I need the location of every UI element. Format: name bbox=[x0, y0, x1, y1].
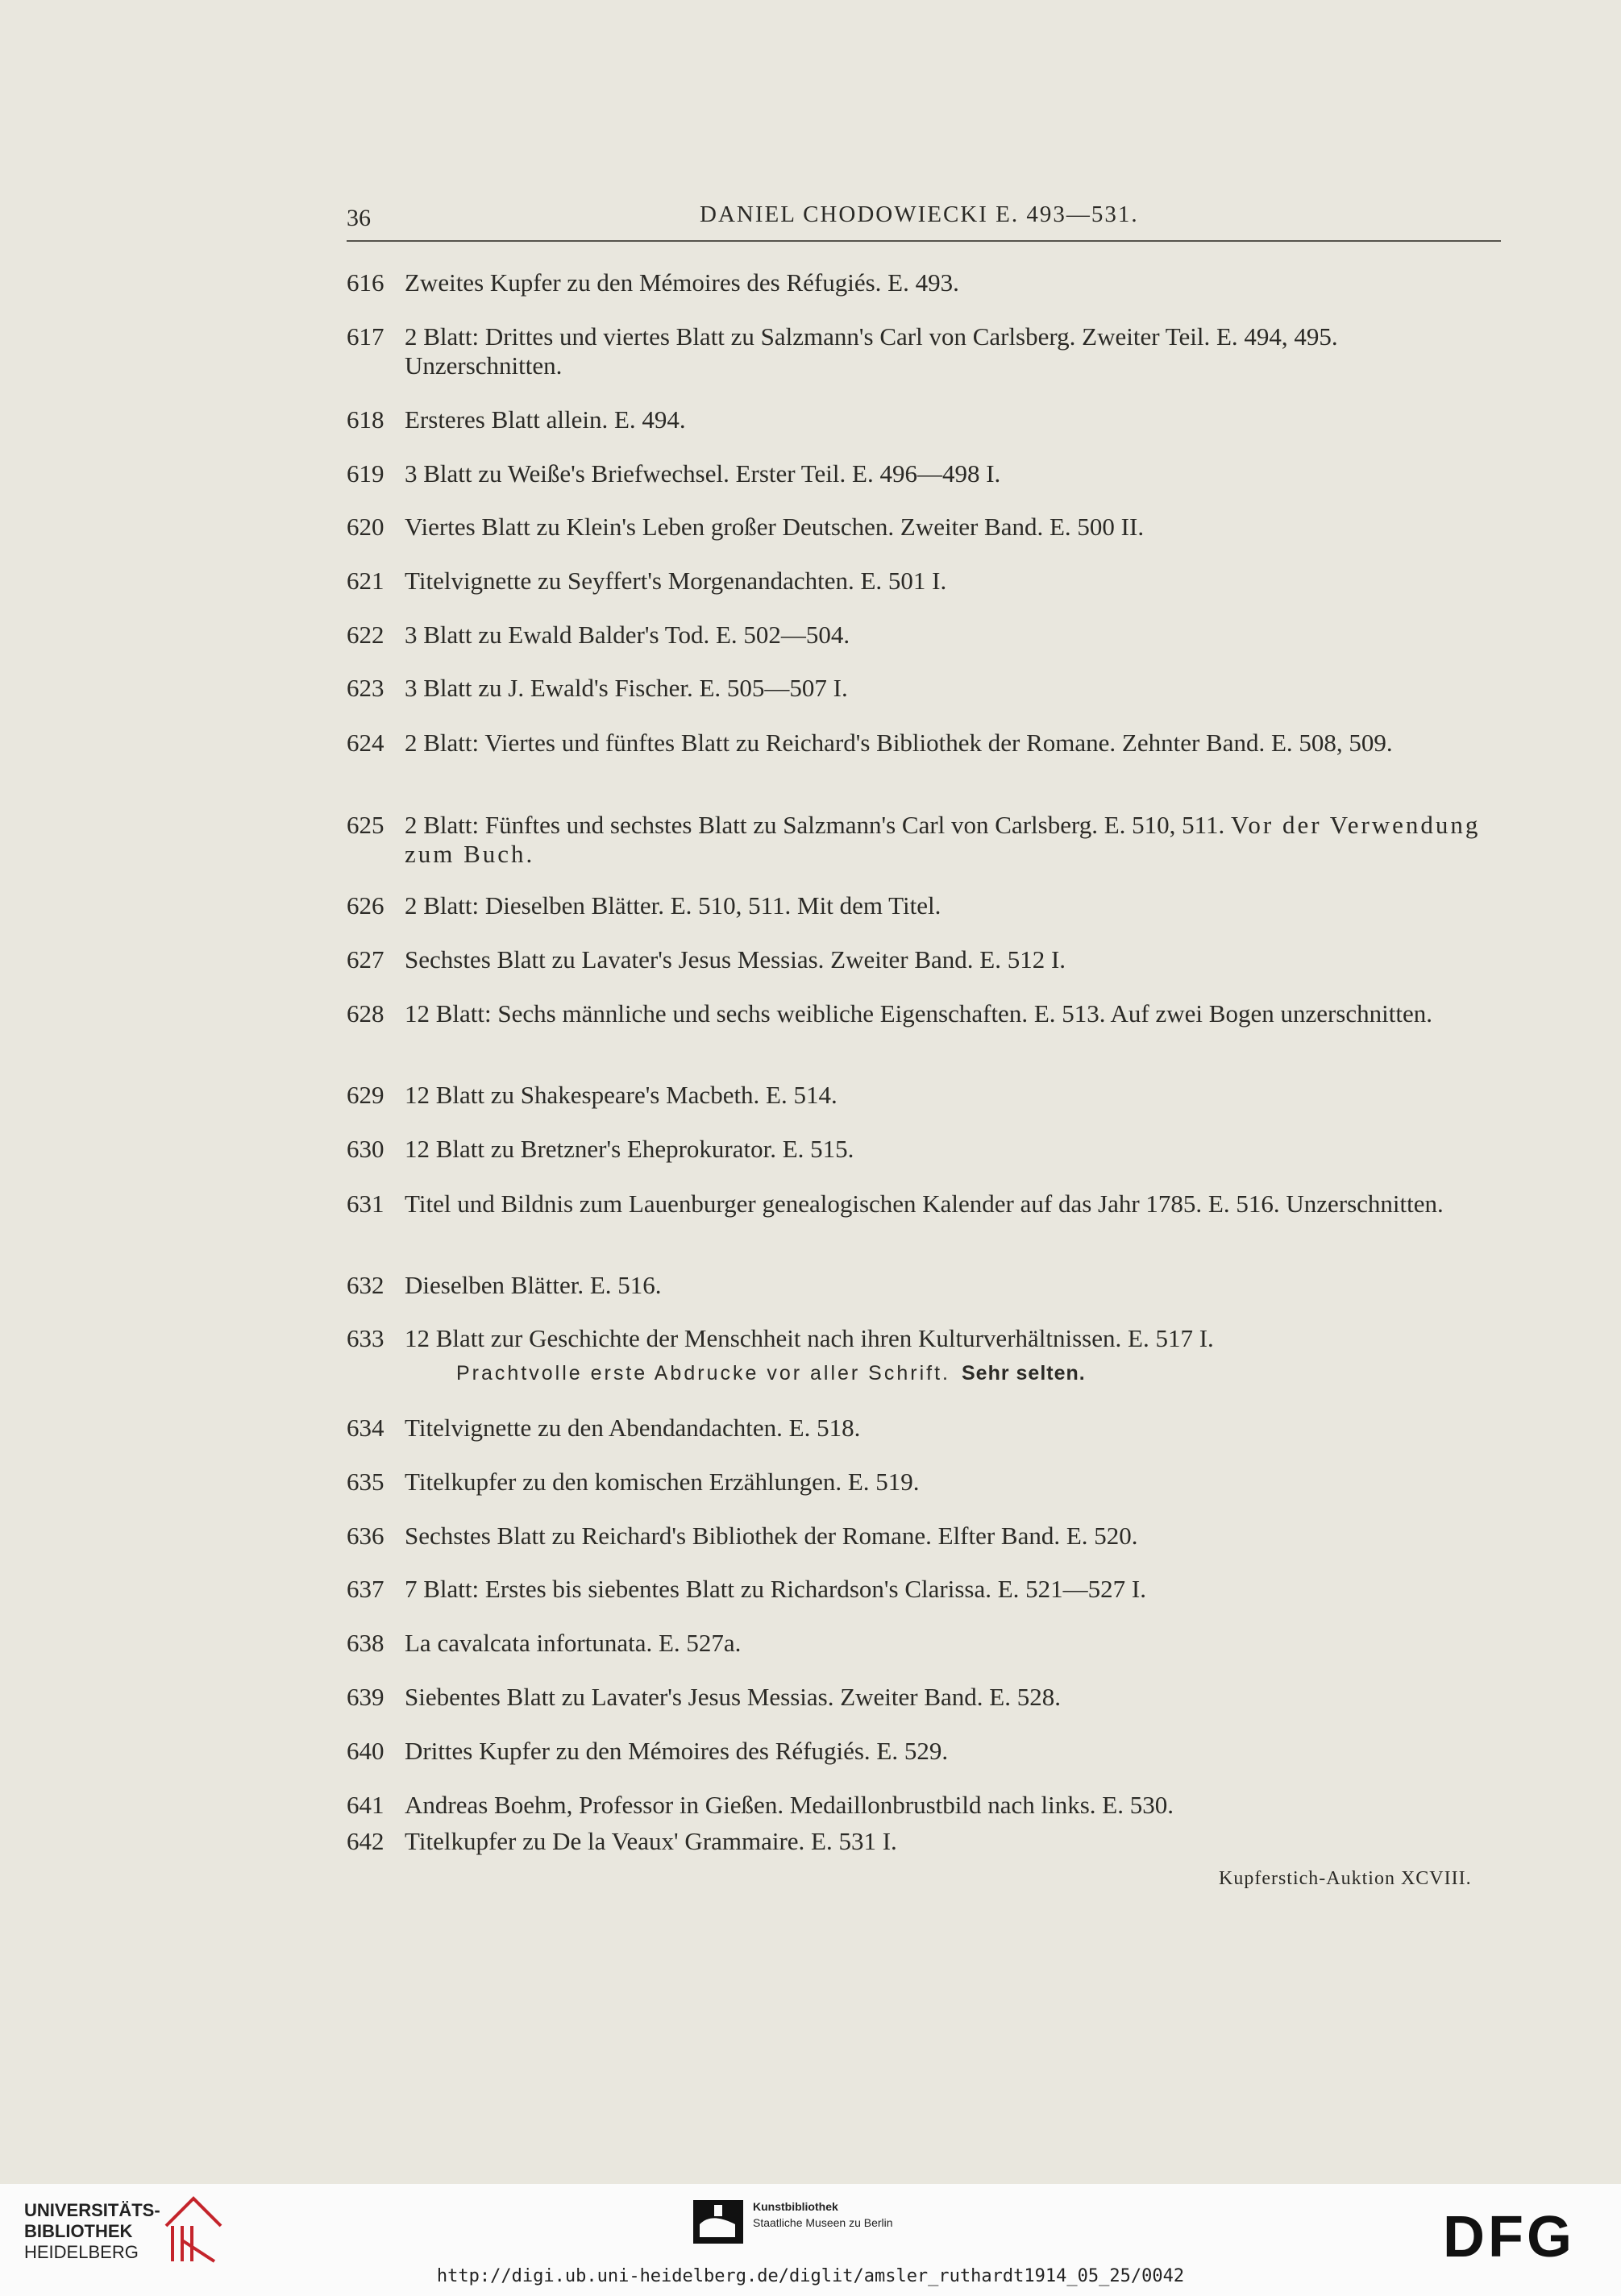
page-header bbox=[347, 200, 1501, 242]
museum-emblem-icon[interactable] bbox=[693, 2200, 743, 2244]
entry-text: Andreas Boehm, Professor in Gießen. Medaillonbrustbild nach links. E. 530. bbox=[405, 1791, 1174, 1819]
entry-number: 616 bbox=[347, 268, 384, 297]
entry-text: Sechstes Blatt zu Reichard's Bibliothek der Romane. Elfter Band. E. 520. bbox=[405, 1522, 1138, 1550]
page-number: 36 bbox=[347, 205, 371, 231]
catalog-entry bbox=[347, 1791, 1501, 1820]
entry-number: 632 bbox=[347, 1271, 384, 1299]
catalog-entry bbox=[347, 999, 1501, 1028]
catalog-entry bbox=[347, 1324, 1501, 1353]
entry-text: 12 Blatt: Sechs männliche und sechs weibliche Eigenschaften. E. 513. Auf zwei Bogen unzerschnitten. bbox=[405, 999, 1432, 1028]
catalog-entry bbox=[347, 1683, 1501, 1712]
catalog-entry bbox=[347, 513, 1501, 542]
entry-text: Zweites Kupfer zu den Mémoires des Réfugiés. E. 493. bbox=[405, 268, 959, 297]
catalog-entry bbox=[347, 1135, 1501, 1164]
catalog-entry bbox=[347, 945, 1501, 974]
entry-text: Titelvignette zu Seyffert's Morgenandachten. E. 501 I. bbox=[405, 567, 947, 595]
note-bold-text: Sehr selten. bbox=[961, 1362, 1086, 1385]
catalog-entry bbox=[347, 268, 1501, 297]
catalog-entry bbox=[347, 621, 1501, 650]
entry-number: 617 bbox=[347, 322, 384, 351]
catalog-entry bbox=[347, 1414, 1501, 1443]
entry-number: 621 bbox=[347, 567, 384, 595]
catalog-entry bbox=[347, 811, 1501, 869]
entry-text: 3 Blatt zu Ewald Balder's Tod. E. 502—504. bbox=[405, 621, 850, 649]
entry-text: 2 Blatt: Drittes und viertes Blatt zu Salzmann's Carl von Carlsberg. Zweiter Teil. E. 494, 495. Unzerschnitten. bbox=[405, 322, 1338, 380]
catalog-entry bbox=[347, 674, 1501, 703]
entry-number: 624 bbox=[347, 729, 384, 757]
entry-text-spaced: Vor der Verwendung zum Buch. bbox=[405, 811, 1481, 868]
entry-number: 641 bbox=[347, 1791, 384, 1819]
entry-number: 625 bbox=[347, 811, 384, 839]
university-library-icon[interactable] bbox=[161, 2194, 226, 2266]
entry-text: Viertes Blatt zu Klein's Leben großer Deutschen. Zweiter Band. E. 500 II. bbox=[405, 513, 1145, 541]
catalog-entry bbox=[347, 1468, 1501, 1497]
catalog-entry bbox=[347, 1522, 1501, 1551]
entry-number: 618 bbox=[347, 405, 384, 434]
entry-number: 631 bbox=[347, 1190, 384, 1218]
museum-line: Staatliche Museen zu Berlin bbox=[753, 2216, 893, 2229]
catalog-entry bbox=[347, 729, 1501, 758]
auction-footer-label: Kupferstich-Auktion XCVIII. bbox=[1219, 1868, 1472, 1889]
dfg-logo[interactable]: DFG bbox=[1443, 2205, 1575, 2269]
entry-number: 626 bbox=[347, 891, 384, 920]
entry-text: 12 Blatt zur Geschichte der Menschheit nach ihren Kulturverhältnissen. E. 517 I. bbox=[405, 1324, 1214, 1352]
catalog-entry bbox=[347, 1575, 1501, 1604]
catalog-entry bbox=[347, 1190, 1501, 1219]
entry-text: 12 Blatt zu Bretzner's Eheprokurator. E. 515. bbox=[405, 1135, 854, 1163]
entry-text: 3 Blatt zu J. Ewald's Fischer. E. 505—507 I. bbox=[405, 674, 848, 702]
catalog-entry bbox=[347, 1081, 1501, 1110]
entry-text: 7 Blatt: Erstes bis siebentes Blatt zu Richardson's Clarissa. E. 521—527 I. bbox=[405, 1575, 1146, 1603]
entry-text: 2 Blatt: Dieselben Blätter. E. 510, 511. Mit dem Titel. bbox=[405, 891, 941, 920]
museum-line: Kunstbibliothek bbox=[753, 2200, 838, 2213]
entry-text: Dieselben Blätter. E. 516. bbox=[405, 1271, 662, 1299]
entry-text: 12 Blatt zu Shakespeare's Macbeth. E. 514. bbox=[405, 1081, 838, 1109]
entry-text: 2 Blatt: Viertes und fünftes Blatt zu Reichard's Bibliothek der Romane. Zehnter Band. E. 508, 509. bbox=[405, 729, 1393, 757]
catalog-entry bbox=[347, 567, 1501, 596]
entry-text: Titelkupfer zu De la Veaux' Grammaire. E. 531 I. bbox=[405, 1827, 897, 1855]
catalog-entry bbox=[347, 891, 1501, 920]
entry-number: 642 bbox=[347, 1827, 384, 1855]
note-spaced-text: Prachtvolle erste Abdrucke vor aller Schrift. bbox=[456, 1362, 950, 1385]
entry-number: 619 bbox=[347, 459, 384, 488]
catalog-entry bbox=[347, 459, 1501, 488]
catalog-entry bbox=[347, 1737, 1501, 1766]
entry-number: 629 bbox=[347, 1081, 384, 1109]
entry-number: 639 bbox=[347, 1683, 384, 1711]
entry-text: 3 Blatt zu Weiße's Briefwechsel. Erster Teil. E. 496—498 I. bbox=[405, 459, 1001, 488]
catalog-entry bbox=[347, 322, 1501, 380]
entry-number: 627 bbox=[347, 945, 384, 974]
logo-line: BIBLIOTHEK bbox=[24, 2221, 133, 2241]
catalog-entry bbox=[347, 1629, 1501, 1658]
entry-number: 622 bbox=[347, 621, 384, 649]
entry-number: 637 bbox=[347, 1575, 384, 1603]
museum-logo-text[interactable] bbox=[753, 2198, 893, 2231]
entry-number: 633 bbox=[347, 1324, 384, 1352]
catalog-entry bbox=[347, 405, 1501, 434]
entry-text: Ersteres Blatt allein. E. 494. bbox=[405, 405, 686, 434]
entry-text: Drittes Kupfer zu den Mémoires des Réfugiés. E. 529. bbox=[405, 1737, 949, 1765]
entry-text: La cavalcata infortunata. E. 527a. bbox=[405, 1629, 742, 1657]
catalog-entry bbox=[347, 1827, 1501, 1856]
entry-number: 635 bbox=[347, 1468, 384, 1496]
entry-number: 623 bbox=[347, 674, 384, 702]
entry-text: Titel und Bildnis zum Lauenburger genealogischen Kalender auf das Jahr 1785. E. 516. Unzerschnitten. bbox=[405, 1190, 1444, 1218]
permalink-url[interactable]: http://digi.ub.uni-heidelberg.de/diglit/amsler_ruthardt1914_05_25/0042 bbox=[436, 2266, 1185, 2286]
entry-number: 628 bbox=[347, 999, 384, 1028]
entry-text-main: 2 Blatt: Fünftes und sechstes Blatt zu Salzmann's Carl von Carlsberg. E. 510, 511. bbox=[405, 811, 1225, 839]
running-head: DANIEL CHODOWIECKI E. 493—531. bbox=[700, 201, 1139, 227]
entry-number: 630 bbox=[347, 1135, 384, 1163]
entry-number: 636 bbox=[347, 1522, 384, 1550]
entry-text: Siebentes Blatt zu Lavater's Jesus Messias. Zweiter Band. E. 528. bbox=[405, 1683, 1061, 1711]
entry-number: 620 bbox=[347, 513, 384, 541]
entry-text: Sechstes Blatt zu Lavater's Jesus Messias. Zweiter Band. E. 512 I. bbox=[405, 945, 1066, 974]
entry-number: 640 bbox=[347, 1737, 384, 1765]
catalog-entry bbox=[347, 1271, 1501, 1300]
entry-text bbox=[405, 811, 1501, 869]
heidelberg-library-logo-text[interactable] bbox=[24, 2200, 160, 2263]
entry-number: 638 bbox=[347, 1629, 384, 1657]
logo-line: HEIDELBERG bbox=[24, 2242, 139, 2262]
entry-note bbox=[456, 1362, 1086, 1385]
logo-line: UNIVERSITÄTS- bbox=[24, 2200, 160, 2220]
entry-text: Titelkupfer zu den komischen Erzählungen. E. 519. bbox=[405, 1468, 920, 1496]
entry-number: 634 bbox=[347, 1414, 384, 1442]
entry-text: Titelvignette zu den Abendandachten. E. 518. bbox=[405, 1414, 861, 1442]
